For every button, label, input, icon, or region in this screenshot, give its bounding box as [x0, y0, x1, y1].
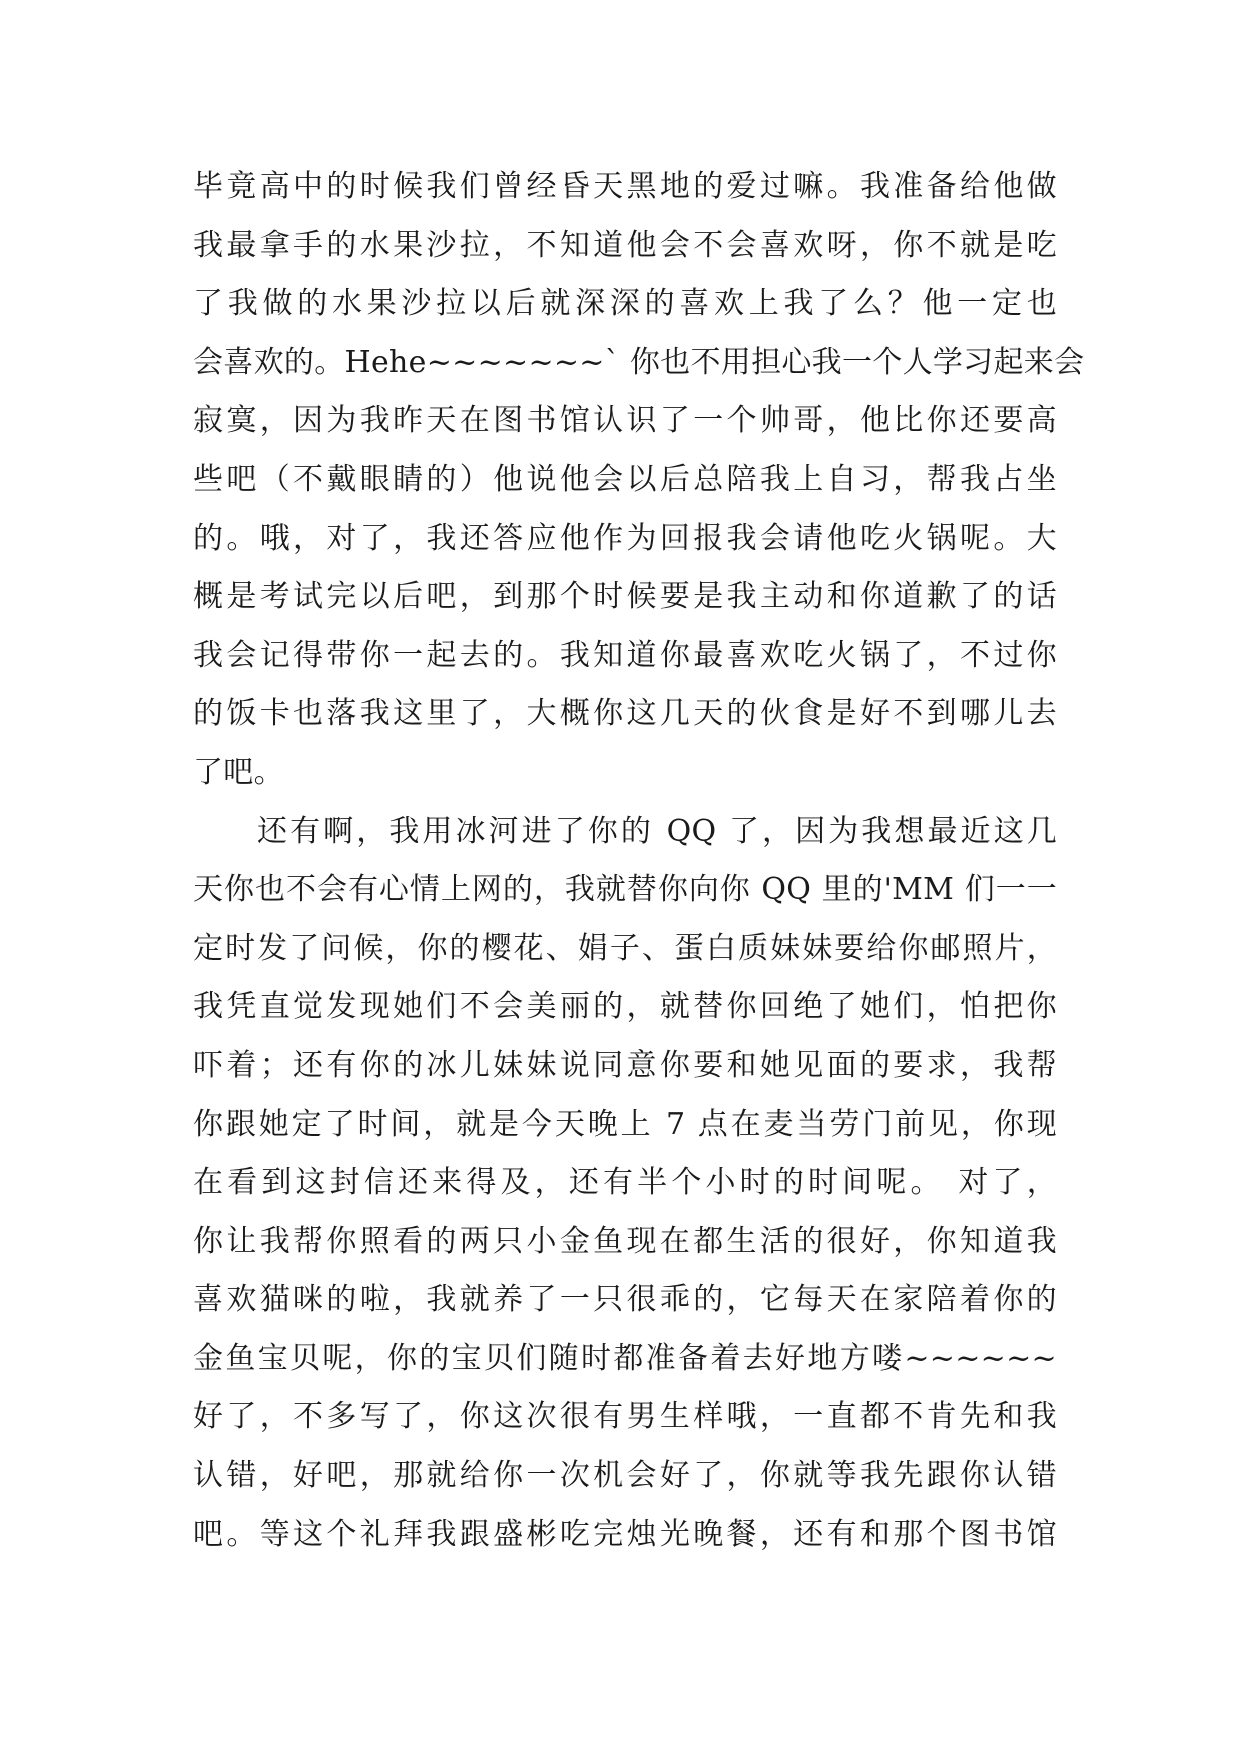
text-line: 会喜欢的。Hehe~~~~~~~` 你也不用担心我一个人学习起来会: [193, 344, 1085, 380]
text-line: 我会记得带你一起去的。我知道你最喜欢吃火锅了，不过你: [193, 637, 1057, 673]
text-line: 吓着；还有你的冰儿妹妹说同意你要和她见面的要求，我帮: [193, 1047, 1057, 1083]
paragraph-start-line: 还有啊，我用冰河进了你的 QQ 了，因为我想最近这几: [257, 813, 1057, 849]
text-line: 认错，好吧，那就给你一次机会好了，你就等我先跟你认错: [193, 1458, 1057, 1494]
text-line: 些吧（不戴眼睛的）他说他会以后总陪我上自习，帮我占坐: [193, 461, 1057, 497]
text-line: 天你也不会有心情上网的，我就替你向你 QQ 里的'MM 们一一: [193, 872, 1057, 908]
text-line: 你跟她定了时间，就是今天晚上 7 点在麦当劳门前见，你现: [193, 1106, 1057, 1142]
text-line: 的。哦，对了，我还答应他作为回报我会请他吃火锅呢。大: [193, 520, 1057, 556]
text-line: 我凭直觉发现她们不会美丽的，就替你回绝了她们，怕把你: [193, 989, 1057, 1025]
text-line: 金鱼宝贝呢，你的宝贝们随时都准备着去好地方喽~~~~~~: [193, 1340, 1057, 1376]
text-line: 你让我帮你照看的两只小金鱼现在都生活的很好，你知道我: [193, 1223, 1057, 1259]
letter-body: [193, 158, 1085, 1564]
text-line: 我最拿手的水果沙拉，不知道他会不会喜欢呀，你不就是吃: [193, 227, 1057, 263]
text-line: 的饭卡也落我这里了，大概你这几天的伙食是好不到哪儿去: [193, 696, 1057, 732]
text-line: 毕竟高中的时候我们曾经昏天黑地的爱过嘛。我准备给他做: [193, 169, 1057, 204]
text-line: 定时发了问候，你的樱花、娟子、蛋白质妹妹要给你邮照片，: [193, 930, 1057, 966]
text-line: 寂寞，因为我昨天在图书馆认识了一个帅哥，他比你还要高: [193, 403, 1057, 439]
text-line: 吧。等这个礼拜我跟盛彬吃完烛光晚餐，还有和那个图书馆: [193, 1516, 1057, 1552]
paragraph-end-line: 了吧。: [193, 754, 284, 790]
text-line: 好了，不多写了，你这次很有男生样哦，一直都不肯先和我: [193, 1399, 1057, 1435]
text-line: 概是考试完以后吧，到那个时候要是我主动和你道歉了的话: [193, 579, 1057, 615]
text-line: 了我做的水果沙拉以后就深深的喜欢上我了么？他一定也: [193, 286, 1057, 322]
text-line: 在看到这封信还来得及，还有半个小时的时间呢。 对了，: [193, 1165, 1057, 1201]
text-line: 喜欢猫咪的啦，我就养了一只很乖的，它每天在家陪着你的: [193, 1282, 1057, 1318]
